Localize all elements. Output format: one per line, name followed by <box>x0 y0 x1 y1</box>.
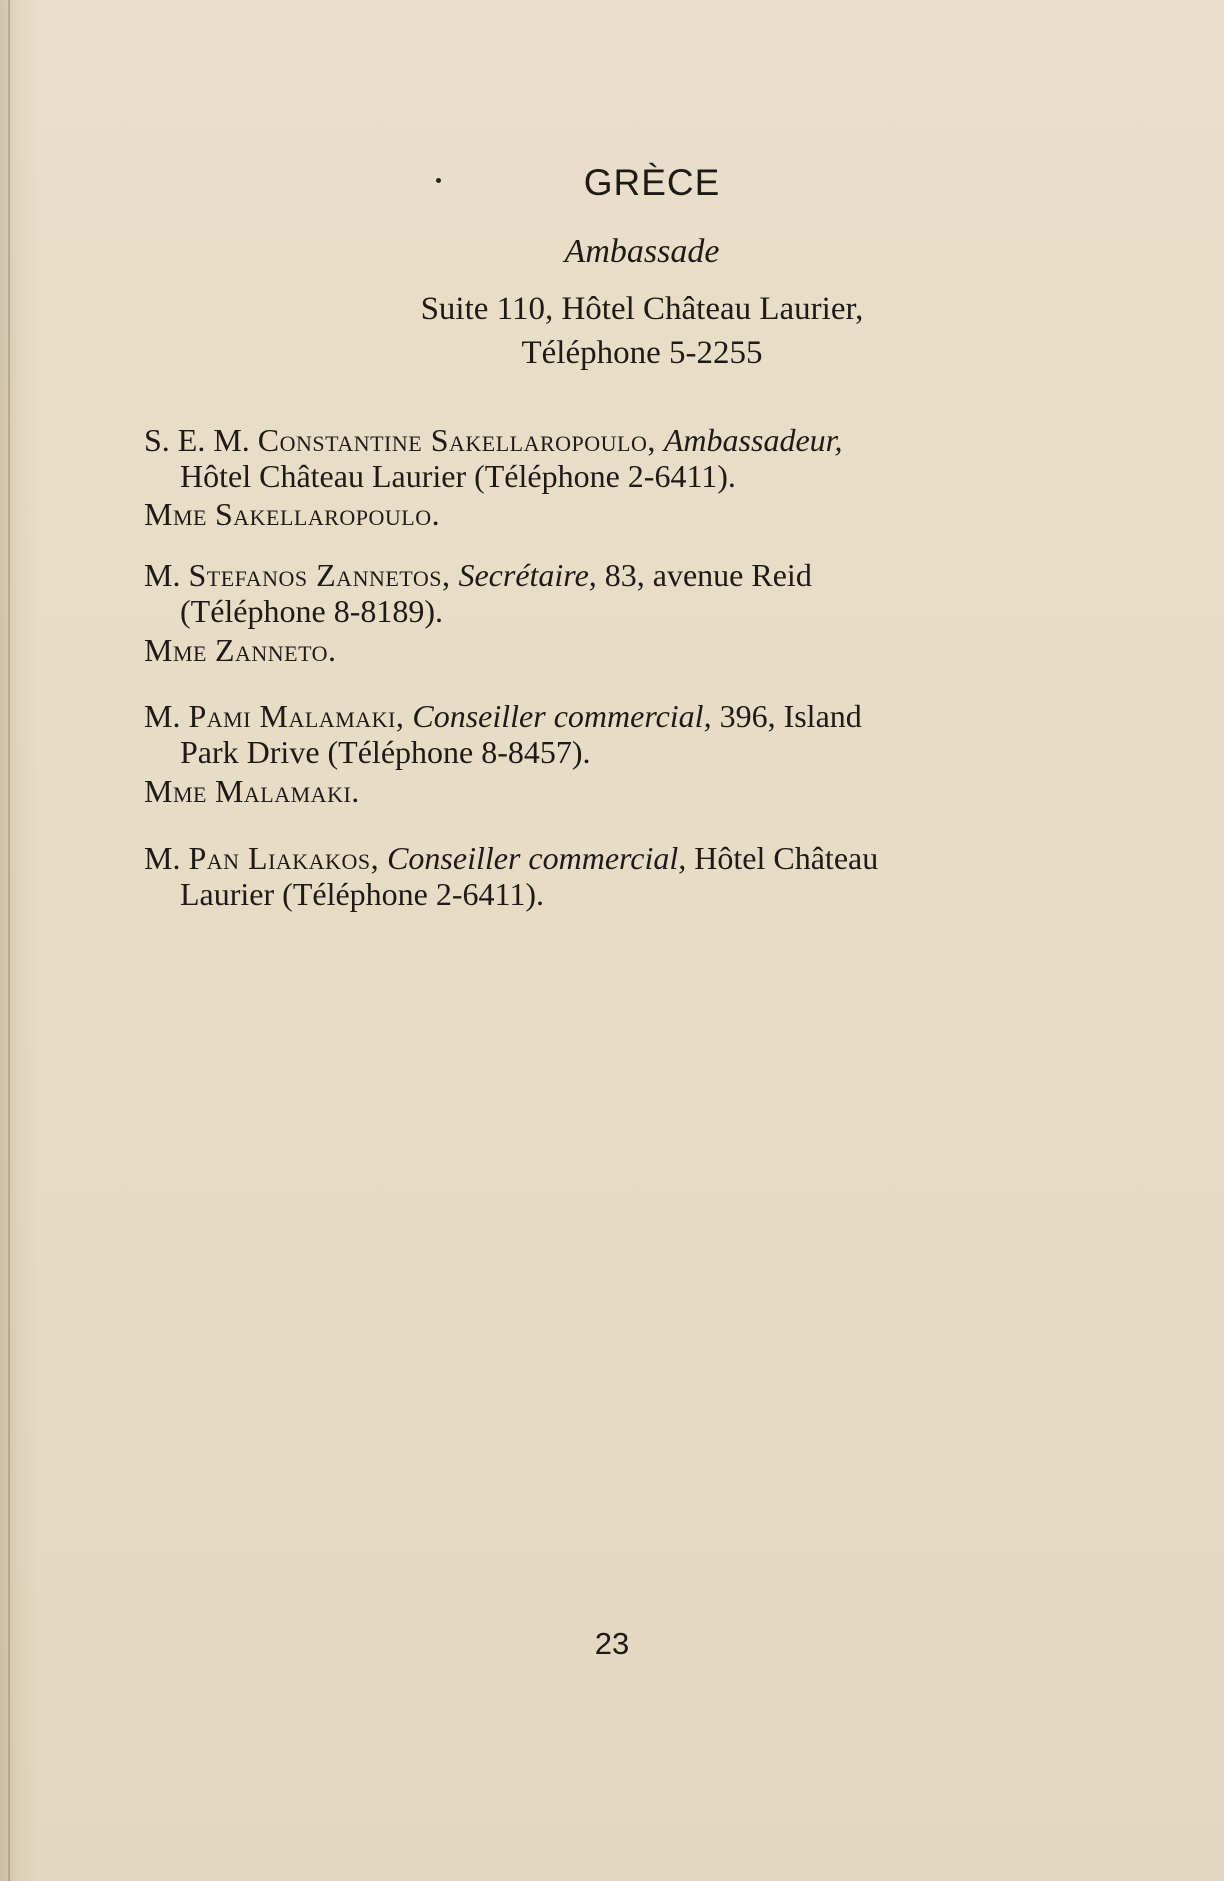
entry-line-1 <box>144 698 1014 734</box>
entry-line-2: Hôtel Château Laurier (Téléphone 2-6411). <box>180 458 736 494</box>
staff-entry <box>144 557 1014 629</box>
page-number: 23 <box>594 1626 630 1661</box>
entry-line-2: Park Drive (Téléphone 8-8457). <box>180 734 591 770</box>
entry-line-2: (Téléphone 8-8189). <box>180 593 444 629</box>
spouse-name: Sakellaropoulo. <box>214 496 441 532</box>
spouse-prefix: Mme <box>144 632 207 668</box>
entry-prefix: M. <box>144 840 181 876</box>
entry-name: Constantine Sakellaropoulo, <box>257 422 656 458</box>
section-heading: Ambassade <box>564 233 720 270</box>
entry-name: Pan Liakakos, <box>188 840 380 876</box>
staff-entry <box>144 422 1014 494</box>
entry-title: Ambassadeur, <box>663 422 843 458</box>
entry-prefix: M. <box>144 557 181 593</box>
entry-title: Secrétaire, <box>458 557 597 593</box>
embassy-address: Suite 110, Hôtel Château Laurier, <box>420 291 864 327</box>
entry-prefix: M. <box>144 698 181 734</box>
entry-title: Conseiller commercial, <box>387 840 687 876</box>
entry-name: Stefanos Zannetos, <box>188 557 451 593</box>
spouse-prefix: Mme <box>144 496 207 532</box>
entry-address: Hôtel Château <box>694 840 879 876</box>
staff-entry <box>144 698 1014 770</box>
spouse-entry <box>144 632 337 669</box>
spouse-entry <box>144 773 360 810</box>
entry-line-1 <box>144 840 1014 876</box>
spouse-prefix: Mme <box>144 773 207 809</box>
entry-address: 83, avenue Reid <box>604 557 812 593</box>
entry-line-2: Laurier (Téléphone 2-6411). <box>180 876 544 912</box>
entry-prefix: S. E. M. <box>144 422 250 458</box>
entry-line-1 <box>144 557 1014 593</box>
entry-name: Pami Malamaki, <box>188 698 405 734</box>
entry-title: Conseiller commercial, <box>412 698 712 734</box>
country-heading: GRÈCE <box>583 162 721 203</box>
spouse-name: Malamaki. <box>214 773 360 809</box>
binding-edge <box>8 0 10 1881</box>
spouse-name: Zanneto. <box>214 632 337 668</box>
entry-address: 396, Island <box>719 698 862 734</box>
entry-line-1 <box>144 422 1014 458</box>
spouse-entry <box>144 496 440 533</box>
embassy-phone: Téléphone 5-2255 <box>521 335 763 371</box>
staff-entry <box>144 840 1014 912</box>
